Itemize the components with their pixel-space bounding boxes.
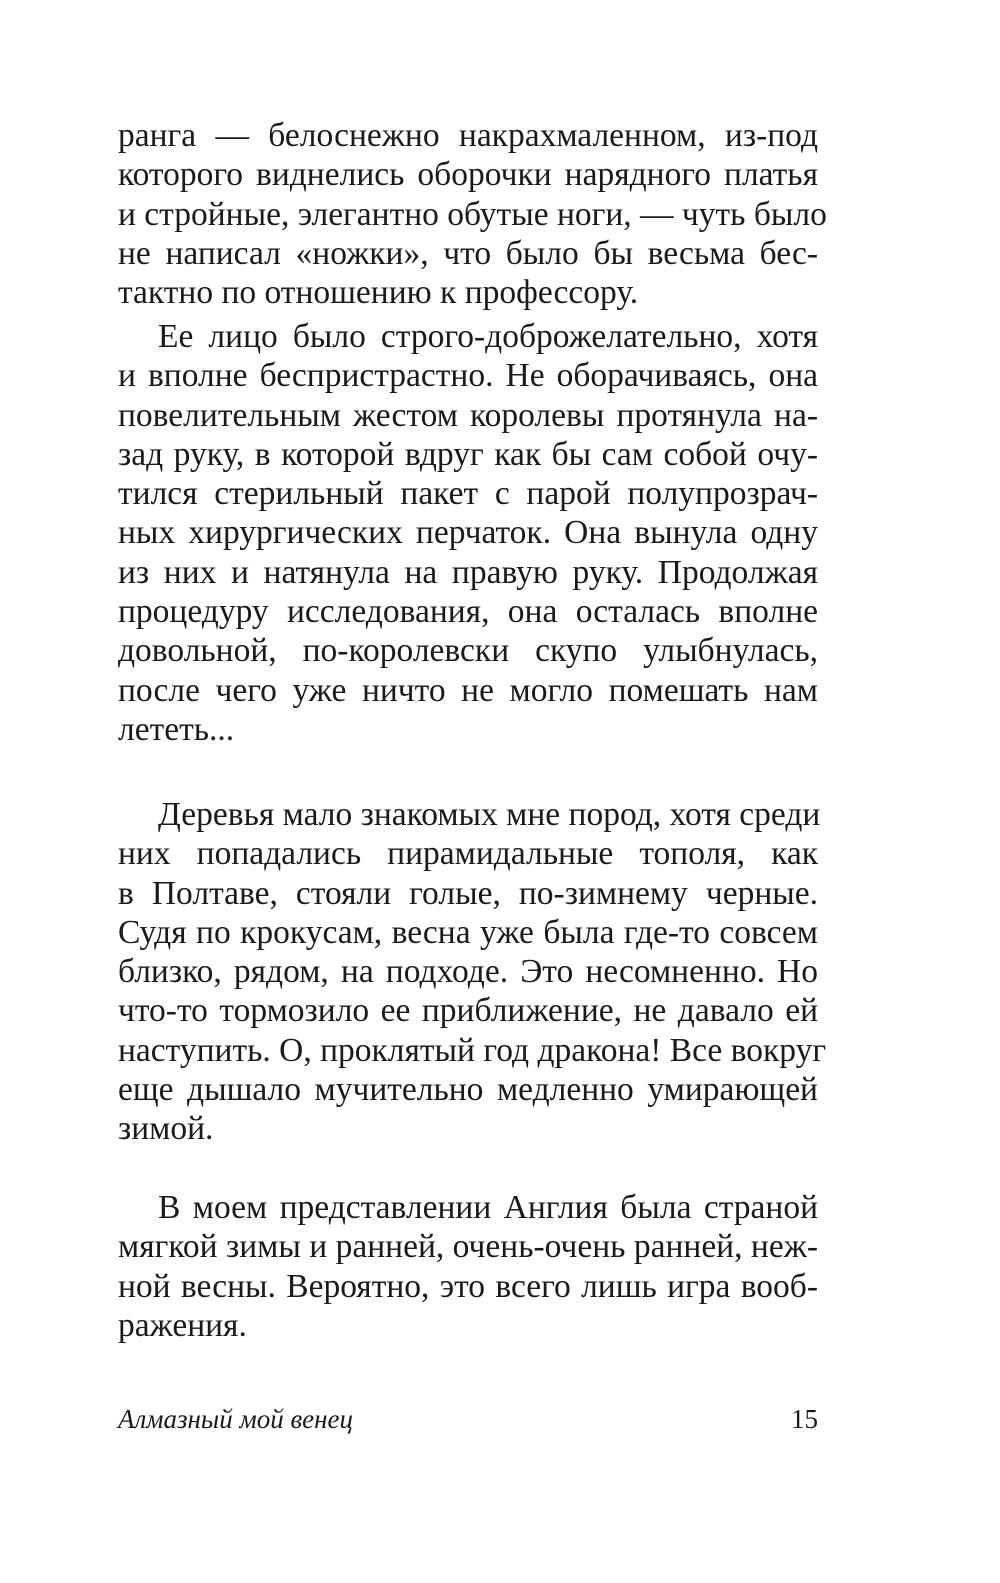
text-line: и стройные, элегантно обутые ноги, — чуть было xyxy=(118,195,827,233)
running-footer-title: Алмазный мой венец xyxy=(118,1404,354,1434)
paragraph-2 xyxy=(118,317,818,749)
page-number: 15 xyxy=(791,1404,818,1434)
text-line: процедуру исследования, она осталась вполне xyxy=(118,593,818,631)
text-line: близко, рядом, на подходе. Это несомненно. Но xyxy=(118,953,818,991)
text-line: после чего уже ничто не могло помешать нам xyxy=(118,671,818,709)
text-line: не написал «ножки», что было бы весьма бес- xyxy=(118,234,818,272)
text-line: тился стерильный пакет с парой полупрозрач- xyxy=(118,475,818,513)
paragraph-4 xyxy=(118,1188,818,1345)
text-line: зимой. xyxy=(118,1110,214,1148)
text-line: Судя по крокусам, весна уже была где-то совсем xyxy=(118,913,818,951)
paragraph-3 xyxy=(118,795,827,1149)
text-line: наступить. О, проклятый год дракона! Все вокруг xyxy=(118,1031,827,1069)
text-line: них попадались пирамидальные тополя, как xyxy=(118,835,818,873)
text-line: довольной, по-королевски скупо улыбнулась, xyxy=(118,632,818,670)
text-line: лететь... xyxy=(118,710,235,748)
text-line: зад руку, в которой вдруг как бы сам собой очу- xyxy=(118,435,818,473)
text-line: Ее лицо было строго-доброжелательно, хотя xyxy=(158,318,818,355)
text-line: что-то тормозило ее приближение, не давало ей xyxy=(118,992,818,1030)
text-line: в Полтаве, стояли голые, по-зимнему черные. xyxy=(118,874,818,912)
text-line: Деревья мало знакомых мне пород, хотя среди xyxy=(158,796,821,833)
text-line: ранга — белоснежно накрахмаленном, из-под xyxy=(118,117,818,154)
text-line: ражения. xyxy=(118,1306,247,1344)
text-line: которого виднелись оборочки нарядного платья xyxy=(118,156,818,194)
text-line: повелительным жестом королевы протянула на- xyxy=(118,396,818,434)
text-line: тактно по отношению к профессору. xyxy=(118,274,639,312)
text-line: и вполне беспристрастно. Не оборачиваясь, она xyxy=(118,357,818,395)
text-line: мягкой зимы и ранней, очень-очень ранней, неж- xyxy=(118,1228,818,1266)
text-line: В моем представлении Англия была страной xyxy=(158,1189,818,1226)
text-line: из них и натянула на правую руку. Продолжая xyxy=(118,553,818,591)
paragraph-1 xyxy=(118,116,827,312)
text-line: еще дышало мучительно медленно умирающей xyxy=(118,1071,818,1109)
text-line: ных хирургических перчаток. Она вынула одну xyxy=(118,514,818,552)
text-line: ной весны. Вероятно, это всего лишь игра вооб- xyxy=(118,1267,818,1305)
